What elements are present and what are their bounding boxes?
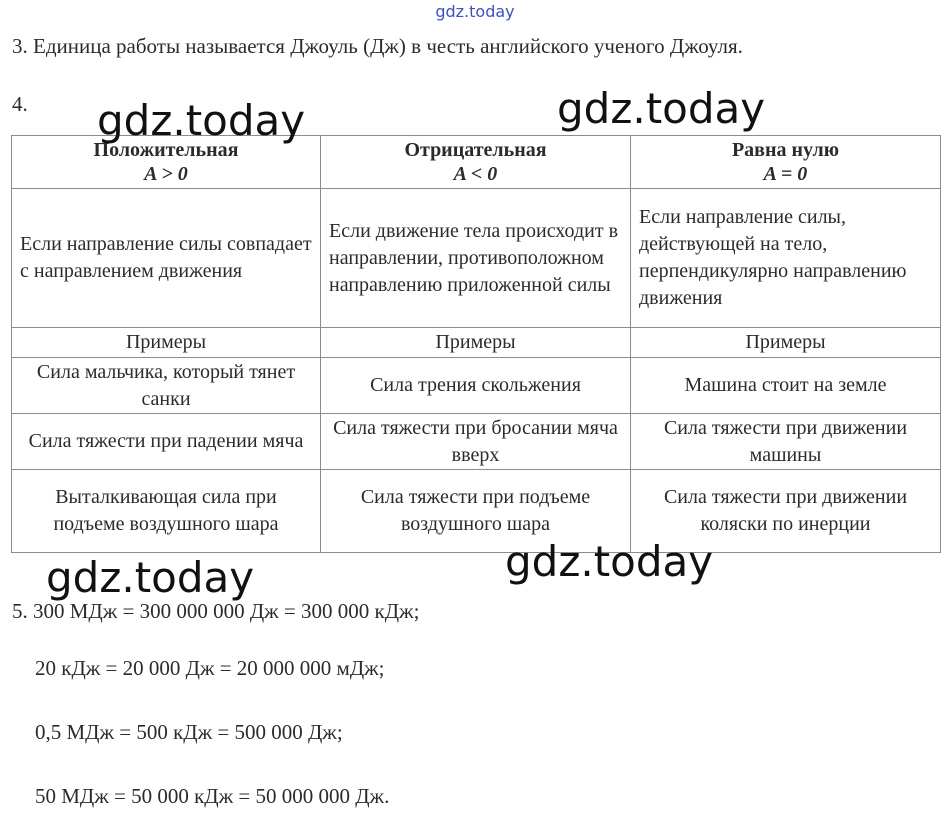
conversion-line: 0,5 МДж = 500 кДж = 500 000 Дж; <box>35 720 343 744</box>
header-label: Положительная <box>93 139 239 161</box>
watermark: gdz.today <box>46 553 255 602</box>
examples-label-cell: Примеры <box>631 328 941 358</box>
example-cell: Выталкивающая сила при подъеме воздушного шара <box>12 470 321 553</box>
table-row <box>12 414 941 470</box>
example-cell: Сила тяжести при бросании мяча вверх <box>321 414 631 470</box>
watermark: gdz.today <box>557 84 766 133</box>
header-label: Равна нулю <box>731 139 840 161</box>
watermark: gdz.today <box>97 96 306 145</box>
answer-3: 3. Единица работы называется Джоуль (Дж) в честь английского ученого Джоуля. <box>12 34 743 58</box>
example-cell: Сила тяжести при движении машины <box>631 414 941 470</box>
header-formula: A > 0 <box>144 163 188 185</box>
header-formula: A < 0 <box>453 163 498 185</box>
example-cell: Сила трения скольжения <box>321 358 631 414</box>
example-cell: Машина стоит на земле <box>631 358 941 414</box>
table-row <box>12 358 941 414</box>
conversion-line: 5. 300 МДж = 300 000 000 Дж = 300 000 кДж; <box>12 599 420 623</box>
examples-label-cell: Примеры <box>321 328 631 358</box>
example-cell: Сила тяжести при подъеме воздушного шара <box>321 470 631 553</box>
header-formula: A = 0 <box>763 163 808 185</box>
example-cell: Сила мальчика, который тянет санки <box>12 358 321 414</box>
header-zero <box>631 136 941 189</box>
table-row <box>12 470 941 553</box>
conversion-line: 20 кДж = 20 000 Дж = 20 000 000 мДж; <box>35 656 385 680</box>
answer-4-number: 4. <box>12 92 28 116</box>
description-cell: Если направление силы совпадает с направлением движения <box>12 189 321 328</box>
examples-label-cell: Примеры <box>12 328 321 358</box>
site-link[interactable]: gdz.today <box>435 2 515 21</box>
work-sign-table <box>11 135 941 553</box>
header-label: Отрицательная <box>404 139 547 161</box>
table-row <box>12 189 941 328</box>
table-row <box>12 328 941 358</box>
watermark: gdz.today <box>505 537 714 586</box>
description-cell: Если направление силы, действующей на тело, перпендикулярно направлению движения <box>631 189 941 328</box>
header-negative <box>321 136 631 189</box>
description-cell: Если движение тела происходит в направлении, противоположном направлению приложенной силы <box>321 189 631 328</box>
conversion-line: 50 МДж = 50 000 кДж = 50 000 000 Дж. <box>35 784 390 808</box>
example-cell: Сила тяжести при падении мяча <box>12 414 321 470</box>
example-cell: Сила тяжести при движении коляски по инерции <box>631 470 941 553</box>
